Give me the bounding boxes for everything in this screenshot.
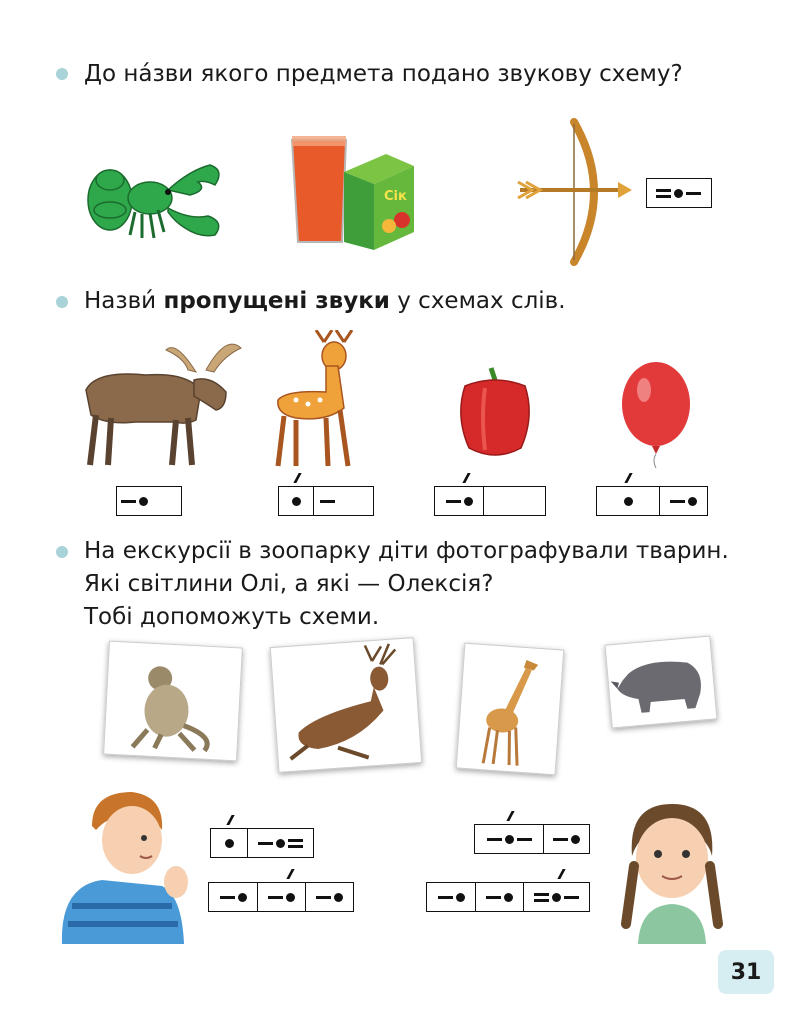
scheme-cell: [483, 487, 545, 515]
scheme-bow: [646, 178, 712, 208]
scheme-pepper: [434, 486, 546, 516]
photo-monkey: [103, 641, 243, 762]
scheme-balloon: [596, 486, 708, 516]
bow-and-arrow-image: [514, 118, 634, 266]
balloon-image: [618, 360, 694, 470]
moose-image: [76, 330, 246, 470]
scheme-cell: [647, 179, 709, 207]
task2-instruction: [84, 287, 566, 315]
rhino-image: [606, 637, 717, 728]
scheme-cell: [543, 825, 589, 853]
task2-text-bold: пропущені звуки: [163, 288, 390, 314]
scheme-cell: [435, 487, 483, 515]
scheme-cell: [211, 829, 247, 857]
scheme-cell: [475, 883, 523, 911]
bullet-1: [56, 68, 68, 80]
pepper-image: [455, 366, 535, 458]
deer-image: [266, 330, 376, 470]
bullet-2: [56, 296, 68, 308]
crayfish-image: [80, 150, 230, 245]
scheme-cell: [659, 487, 707, 515]
scheme-cell: [475, 825, 543, 853]
task1-text-a: До на: [84, 61, 153, 87]
scheme-photo-b: [208, 882, 354, 912]
task2-text-a: Назви: [84, 288, 157, 314]
juice-box-label: Сік: [384, 189, 407, 204]
scheme-cell: [427, 883, 475, 911]
task1-text-b: зви якого предмета подано звукову схему?: [152, 61, 683, 87]
scheme-cell: [117, 487, 179, 515]
giraffe-image: [457, 644, 563, 775]
scheme-photo-c: [474, 824, 590, 854]
bullet-3: [56, 546, 68, 558]
photo-rhino: [605, 636, 718, 729]
girl-image: [610, 796, 734, 944]
scheme-cell: [209, 883, 257, 911]
monkey-image: [104, 642, 242, 761]
lying-deer-image: [271, 638, 421, 772]
scheme-moose: [116, 486, 182, 516]
scheme-cell: [523, 883, 589, 911]
scheme-cell: [597, 487, 659, 515]
scheme-deer: [278, 486, 374, 516]
page-number: 31: [718, 950, 774, 994]
scheme-cell: [305, 883, 353, 911]
task2-text-c: у схемах слів.: [397, 288, 566, 314]
task3-line-2: Які світлини Олі, а які — Олексія?: [84, 571, 494, 597]
boy-image: [52, 786, 202, 944]
photo-deer: [270, 637, 422, 773]
scheme-cell: [313, 487, 373, 515]
scheme-photo-a: [210, 828, 314, 858]
scheme-cell: [279, 487, 313, 515]
scheme-photo-d: [426, 882, 590, 912]
photo-giraffe: [456, 643, 565, 776]
scheme-cell: [247, 829, 313, 857]
scheme-cell: [257, 883, 305, 911]
task3-line-1: На екскурсії в зоопарку діти фотографували тварин.: [84, 538, 729, 564]
task3-line-3: Тобі допоможуть схеми.: [84, 604, 380, 630]
task1-question: [84, 60, 683, 88]
juice-image: [286, 132, 426, 252]
